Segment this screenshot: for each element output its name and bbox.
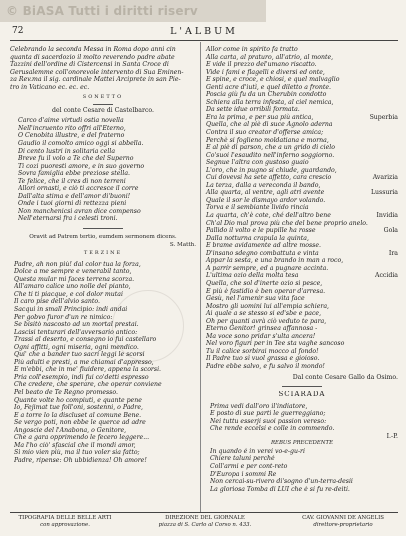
verse-line: Dall'alta stima e dell'amor di'buoni!: [18, 192, 131, 200]
verse-text: Allor come in spirito fa tratto: [206, 46, 298, 53]
verse-line: Gaudio il comolto amico oggi si abbella.: [18, 140, 144, 148]
column-divider: [200, 42, 201, 512]
page-footer: [10, 512, 398, 535]
verse-text: Ai quale a se stesso si ed'sbe e pace,: [206, 310, 322, 318]
verse-line: Padre, ah non più! dal color tua la forza,: [14, 260, 141, 268]
page-number: 72: [12, 26, 24, 36]
verse-line: [206, 249, 398, 258]
verse-text: Tu il calice sorbirai mocco al fondo!: [206, 347, 319, 355]
terzine-author: Dal conte Cesare Gallo da Osimo.: [292, 373, 398, 381]
verse-line: E a torre lo la discluset al comune Bene.: [14, 411, 142, 419]
intro-line: tro in Vaticano ec. ec. ec.: [10, 83, 90, 91]
verse-text: Vide i fami e flagelli e diversi ed onte,: [206, 68, 325, 76]
rebus-verses: [206, 448, 398, 493]
verse-text: Co'suoi l'esaudito nell'inferno soggiorno.: [206, 151, 335, 159]
verse-text: L'ultima ozio della molta tesa: [206, 272, 299, 280]
verse-line: [206, 167, 368, 175]
verse-line: [206, 182, 368, 190]
printer-name: TIPOGRAFIA DELLE BELLE ARTI: [18, 515, 112, 521]
verse-text: Dalla notturna crapula la quinta,: [206, 234, 309, 242]
verse-line: Te felice, che il cres di non terreni: [18, 177, 126, 185]
editor-info: [288, 515, 398, 528]
verse-line: Nell'eternarsi fra i celesti troni.: [18, 215, 118, 223]
verse-text: L'oro, che in pugno si chiude, guardando,: [206, 166, 337, 174]
margin-note: Lussuria: [370, 189, 398, 197]
right-column: [206, 46, 398, 493]
verse-line: Non cercai-su-rivero di'sogno d'un-terra-desii: [210, 478, 353, 486]
verse-line: È posto di sue parti le guerreggiano;: [210, 410, 326, 418]
verse-line: Nei tuttu esserji suoi passion vereso:: [210, 417, 327, 425]
verse-line: Sì mio vien più, ma il tuo voler sia fatto;: [14, 449, 140, 457]
intro-line: quanta di sacerdozio il molto reverendo padre abate: [10, 53, 175, 61]
verse-text: A parrir sempre, ed a pugnare accinta.: [206, 264, 329, 272]
verse-line: [206, 348, 368, 356]
verse-line: Padre, ripense: Oh ubbidienza! Oh amore!: [14, 456, 147, 464]
verse-line: Sovra famiglia ebbe preziose stella.: [18, 170, 130, 178]
verse-line: [206, 61, 368, 69]
verse-line: [206, 303, 368, 311]
office-info: [140, 515, 270, 528]
editor-role: direttore-proprietario: [313, 521, 373, 528]
verse-line: [206, 137, 368, 145]
verse-text: Cui dovevsi ha sete affetto, cara crescio: [206, 174, 332, 182]
verse-line: [206, 99, 368, 107]
verse-line: D'Europa i sommi Re: [210, 470, 277, 478]
verse-text: Mostro gli uomini lui all'empia schiera,: [206, 302, 330, 310]
divider-rule: [83, 228, 123, 229]
verse-line: Ogni affitti, ogni miseria, ogni mendico.: [14, 343, 139, 351]
margin-note: Accidia: [374, 272, 398, 280]
verse-line: Pria coll'esempio, indi fui co'detti espresso: [14, 373, 149, 381]
sonnet-label: SONETTO: [82, 94, 124, 101]
verse-text: E vide il prezzo del'umano riscatto.: [206, 61, 317, 69]
sonnet-verses: [10, 117, 196, 223]
verse-text: Segnue l'altra con gustoso guaio: [206, 159, 309, 167]
verse-text: Il Padre tuo sì vuol grassa e gioioso.: [206, 355, 320, 363]
verse-text: Alla quarta, al ventre, agli atri avente: [206, 189, 325, 197]
verse-line: O Cenobita illustre, e del fraterno: [18, 132, 125, 140]
terzine-label: TERZINE: [83, 250, 123, 257]
verse-line: [206, 46, 368, 54]
verse-line: Che rende eccelsi e colle in commendo.: [210, 425, 335, 433]
verse-line: Questa mular mi faces terrena scorza.: [14, 275, 135, 283]
verse-text: Alla carta, al praturo, all'atrio, al monte,: [206, 53, 334, 61]
office-title: DIREZIONE DEL GIORNALE: [165, 515, 245, 521]
verse-line: Angoscie del l'Anabona, o Genitore,: [14, 426, 127, 434]
editor-name: CAV. GIOVANNI DE ANGELIS: [302, 515, 384, 521]
verse-text: E spine, e croce, e chiosi, e quel malvaglio: [206, 76, 340, 84]
printer-approval: con approvazione.: [40, 521, 90, 528]
verse-line: Ma l'ho ciò' sfascial che il mondi amor,: [14, 441, 136, 449]
verse-line: Allori ornasti, e ciò ti accresce il corre: [18, 185, 139, 193]
margin-note: Gola: [383, 227, 398, 235]
verse-line: Se vergo poti, non ebbe le querce ad adre: [14, 419, 146, 427]
verse-line: [206, 152, 368, 160]
verse-line: Che ti ti piacque, e col dolor mutai: [14, 290, 123, 298]
verse-line: [206, 129, 368, 137]
watermark-banner: © BiASA Tutti i diritti riserv: [0, 0, 266, 22]
verse-line: [206, 280, 368, 288]
verse-line: Dolce a me sempre e venerabil tanto,: [14, 268, 132, 276]
verse-line: [206, 84, 368, 92]
verse-line: Di cento lustri in solitaria cella: [18, 147, 116, 155]
verse-line: E m'ebbi, che in me' fiuidere, appena la scorsi.: [14, 366, 162, 374]
intro-line: Gerusalemme coll'onorevole intervento di Sua Eminen-: [10, 68, 184, 76]
verse-line: Io, Fejimat tue foll'oni, sostenni, o Padre,: [14, 404, 143, 412]
verse-text: Eterno Genitor! grinsea affannosa -: [206, 325, 318, 333]
verse-line: [206, 174, 398, 182]
verse-line: Per gobvo furor d'un re nimico:: [14, 313, 113, 321]
verse-line: Carco d'aime virtudi ostia novella: [18, 117, 124, 125]
verse-line: Trassi al deserto, e consegno io fui castellaro: [14, 336, 157, 344]
verse-line: Nell'incruento rito offri all'Eterno,: [18, 124, 126, 132]
verse-line: In quando é in verei vo-e-gu-ri: [210, 447, 305, 455]
intro-line: Tazzini dell'ordine di Cistercensi in Santa Croce di: [10, 61, 169, 69]
margin-note: Avarizia: [372, 174, 398, 182]
left-column: [10, 46, 196, 464]
verse-text: Oh per quanti avrà ciò veduto te para,: [206, 317, 327, 325]
verse-line: Più adulti e presti, a me chiamai d'appresso,: [14, 358, 154, 366]
verse-text: E brame avidamente ad altre mosse.: [206, 242, 321, 250]
verse-line: Qui' che a bander tuo sacri leggi le scorsi: [14, 351, 145, 359]
verse-text: Torva e il sembiante livido rincia: [206, 204, 309, 212]
verse-line: Non manchenicsi avran dice compenso: [18, 207, 141, 215]
verse-line: [206, 363, 368, 371]
printer-info: [10, 515, 120, 528]
verse-line: Che credere, che sperare, che operar conviene: [14, 381, 162, 389]
terzine-continued: [206, 46, 398, 371]
divider-rule: [93, 104, 113, 105]
verse-line: [206, 91, 368, 99]
verse-line: [206, 106, 368, 114]
verse-line: [206, 318, 368, 326]
verse-text: Quella, che sol d'inerte ozio si pesce,: [206, 279, 323, 287]
verse-line: [206, 325, 368, 333]
verse-text: Padre ebbe salvo, e fu salvo il mondo!: [206, 362, 325, 370]
rebus-title: REBUS PRECEDENTE: [270, 440, 334, 447]
verse-text: Genti acre d'iutì, e quel diletto a fronte.: [206, 83, 331, 91]
verse-line: Chiere taluni perché: [210, 455, 275, 463]
verse-text: La quarta, ch'è cote, ché dell'altro bene: [206, 212, 331, 220]
verse-line: [206, 355, 368, 363]
verse-line: [206, 310, 368, 318]
verse-text: Da sette idue orribili formata.: [206, 106, 300, 114]
verse-line: Il caro pise dell'alvio santo.: [14, 298, 100, 306]
verse-text: Ma voce sono pridar s'ulta ancera!: [206, 332, 316, 340]
intro-line: Celebrando la seconda Messa in Roma dopo anni cin: [10, 46, 176, 53]
verse-line: [206, 227, 398, 235]
verse-text: Poscia giù fu da un Cherubin condotto: [206, 91, 327, 99]
epigraph-reference: S. Matth.: [169, 241, 196, 248]
verse-line: Breve fu il volo a Te che del Superno: [18, 155, 134, 163]
verse-text: Schiera alla terra infesta, al ciel nemica,: [206, 98, 334, 106]
verse-text: Gesù, nel l'amenir sua vita face: [206, 295, 305, 303]
divider-rule: [282, 386, 322, 387]
verse-line: [206, 272, 398, 280]
margin-note: Superbia: [369, 113, 398, 121]
epigraph: Oravit ad Patrem tertio, eumdem sermonem dicens.: [29, 234, 177, 241]
margin-note: Invidia: [376, 212, 398, 220]
verse-line: [206, 265, 368, 273]
verse-line: Ti cozi puoresti amore, e in suo governo: [18, 162, 145, 170]
verse-text: Ch'al Dio mal prova più che del bene proprio anelo.: [206, 219, 368, 227]
verse-line: Se bisitò nascosto ad un mortal prestai.: [14, 321, 139, 329]
verse-line: [206, 212, 398, 220]
verse-text: La terza, dalla a vereconda il bando,: [206, 181, 321, 189]
verse-text: Era la prima, e per sua più antica,: [206, 113, 314, 121]
verse-line: Lascisi tenturari dell'avversario antico:: [14, 328, 138, 336]
verse-text: Quella, che al piè di suce Agnolo aderna: [206, 121, 333, 129]
verse-line: [206, 220, 368, 228]
page-header: [10, 26, 398, 41]
verse-line: [206, 235, 368, 243]
verse-line: La gloriosa Tomba di LUI che è si fu re-deiti.: [210, 485, 350, 493]
dedication-intro: [10, 46, 196, 91]
verse-text: Quale il sor le dismayo ardor volando.: [206, 196, 326, 204]
journal-title: L'ALBUM: [170, 26, 238, 37]
verse-line: [206, 333, 368, 341]
sciarada-signature: I.-P.: [386, 432, 398, 440]
verse-line: [206, 340, 368, 348]
verse-line: Quante volte ho compiuti, e quante pene: [14, 396, 142, 404]
verse-line: [206, 113, 398, 122]
verse-line: [206, 257, 368, 265]
verse-line: [206, 295, 368, 303]
verse-line: [206, 242, 368, 250]
sonnet-author: del conte Cesare di Castelbarco.: [52, 106, 154, 114]
verse-text: Perchè si foglieno moldatiana e morna,: [206, 136, 329, 144]
verse-line: [206, 204, 368, 212]
verse-line: Pel beato de Te Regno promesso.: [14, 388, 118, 396]
verse-text: E più è fastidio è ben operar d'arresa.: [206, 287, 326, 295]
office-address: piazza di S. Carlo al Corso n. 433.: [158, 521, 252, 528]
verse-line: Onde i tuoi giorni di rettezza pieni: [18, 200, 127, 208]
verse-line: [206, 76, 368, 84]
verse-line: [206, 288, 368, 296]
verse-line: [206, 159, 368, 167]
verse-line: Sacqui in small Principio: indi andai: [14, 305, 128, 313]
verse-text: Pallido il volto e le pupille ha rosse: [206, 227, 316, 235]
sciarada-title: SCIARADA: [278, 391, 326, 399]
verse-line: Coll'armi e per cont-reto: [210, 462, 288, 470]
verse-line: Che a gara opprimendo le fecero leggere...: [14, 434, 150, 442]
verse-line: [206, 121, 368, 129]
verse-text: Contra il suo creator d'offerse amica;: [206, 129, 324, 137]
verse-text: D'insano sdegno combattuta e vinta: [206, 249, 319, 257]
verse-text: Appar la sesta, e una brando in man a roco,: [206, 257, 344, 265]
verse-text: Nel voro figuri per in Tee sta vaghe sancoso: [206, 340, 345, 348]
sciarada-verses: [206, 403, 398, 433]
verse-text: E al piè di parson, che a un grido di cielo: [206, 144, 335, 152]
verse-line: [206, 189, 398, 197]
terzine-verses: [10, 261, 196, 465]
intro-line: za Rev.ma il sig. cardinale Mattei Arciprete in san Pie-: [10, 76, 181, 84]
verse-line: [206, 69, 368, 77]
verse-line: [206, 197, 368, 205]
margin-note: Ira: [388, 249, 398, 257]
verse-line: [206, 54, 368, 62]
verse-line: Prima vedi dall'oro il'indiatore,: [210, 402, 308, 410]
verse-line: All'amaro calice uno nolle del pianto,: [14, 283, 131, 291]
verse-line: [206, 144, 368, 152]
